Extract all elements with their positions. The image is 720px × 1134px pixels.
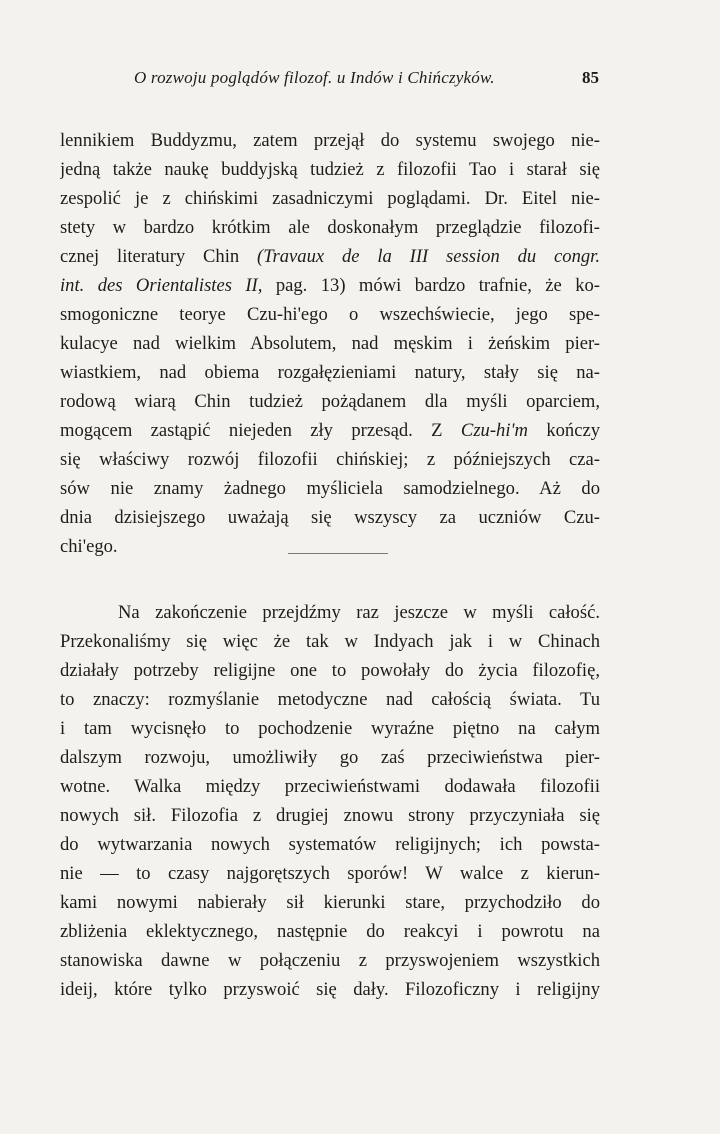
text-line: działały potrzeby religijne one to powołały do życia filozofię, — [60, 660, 600, 681]
page-number: 85 — [582, 68, 599, 87]
text-line: stanowiska dawne w połączeniu z przyswojeniem wszystkich — [60, 950, 600, 971]
text-line: lennikiem Buddyzmu, zatem przejął do systemu swojego nie- — [60, 130, 600, 151]
text-line: chi'ego. — [60, 536, 118, 557]
text-line: wiastkiem, nad obiema rozgałęzieniami natury, stały się na- — [60, 362, 600, 383]
text-line — [60, 416, 600, 445]
text-line: smogoniczne teorye Czu-hi'ego o wszechświecie, jego spe- — [60, 304, 600, 325]
text-line: do wytwarzania nowych systematów religijnych; ich powsta- — [60, 834, 600, 855]
citation-title: (Travaux de la III session du congr. — [257, 246, 600, 267]
text-line: to znaczy: rozmyślanie metodyczne nad całością świata. Tu — [60, 689, 600, 710]
section-separator — [288, 553, 388, 554]
text-line: się właściwy rozwój filozofii chińskiej; z późniejszych cza- — [60, 449, 600, 470]
text-segment: kończy — [546, 420, 600, 441]
text-line — [60, 242, 600, 271]
text-segment: pag. 13) mówi bardzo trafnie, że ko- — [275, 275, 600, 296]
paragraph-1 — [60, 126, 600, 561]
text-line — [60, 271, 600, 300]
text-line: kami nowymi nabierały sił kierunki stare, przychodziło do — [60, 892, 600, 913]
text-line: zbliżenia eklektycznego, następnie do reakcyi i powrotu na — [60, 921, 600, 942]
text-line: rodową wiarą Chin tudzież pożądanem dla myśli oparciem, — [60, 391, 600, 412]
text-segment: mogącem zastąpić niejeden zły przesąd. Z — [60, 420, 443, 441]
emphasis-name: Czu-hi'm — [460, 420, 528, 441]
text-line: nie — to czasy najgorętszych sporów! W walce z kierun- — [60, 863, 600, 884]
text-line: wotne. Walka między przeciwieństwami dodawała filozofii — [60, 776, 600, 797]
text-line: dnia dzisiejszego uważają się wszyscy za uczniów Czu- — [60, 507, 600, 528]
text-line: jedną także naukę buddyjską tudzież z filozofii Tao i starał się — [60, 159, 600, 180]
text-line: ideij, które tylko przyswoić się dały. Filozoficzny i religijny — [60, 979, 600, 1000]
text-segment: cznej literatury Chin — [60, 246, 240, 267]
page-header — [130, 68, 610, 94]
text-line: sów nie znamy żadnego myśliciela samodzielnego. Aż do — [60, 478, 600, 499]
running-title: O rozwoju poglądów filozof. u Indów i Chińczyków. — [134, 68, 495, 87]
citation-title: int. des Orientalistes II, — [60, 275, 263, 296]
text-line: nowych sił. Filozofia z drugiej znowu strony przyczyniała się — [60, 805, 600, 826]
text-line: dalszym rozwoju, umożliwiły go zaś przeciwieństwa pier- — [60, 747, 600, 768]
text-line: kulacye nad wielkim Absolutem, nad męskim i żeńskim pier- — [60, 333, 600, 354]
text-line: i tam wycisnęło to pochodzenie wyraźne piętno na całym — [60, 718, 600, 739]
text-line: zespolić je z chińskimi zasadniczymi poglądami. Dr. Eitel nie- — [60, 188, 600, 209]
paragraph-2 — [60, 598, 600, 1004]
text-line: stety w bardzo krótkim ale doskonałym przeglądzie filozofi- — [60, 217, 600, 238]
text-line: Na zakończenie przejdźmy raz jeszcze w myśli całość. — [118, 602, 600, 623]
text-line: Przekonaliśmy się więc że tak w Indyach jak i w Chinach — [60, 631, 600, 652]
